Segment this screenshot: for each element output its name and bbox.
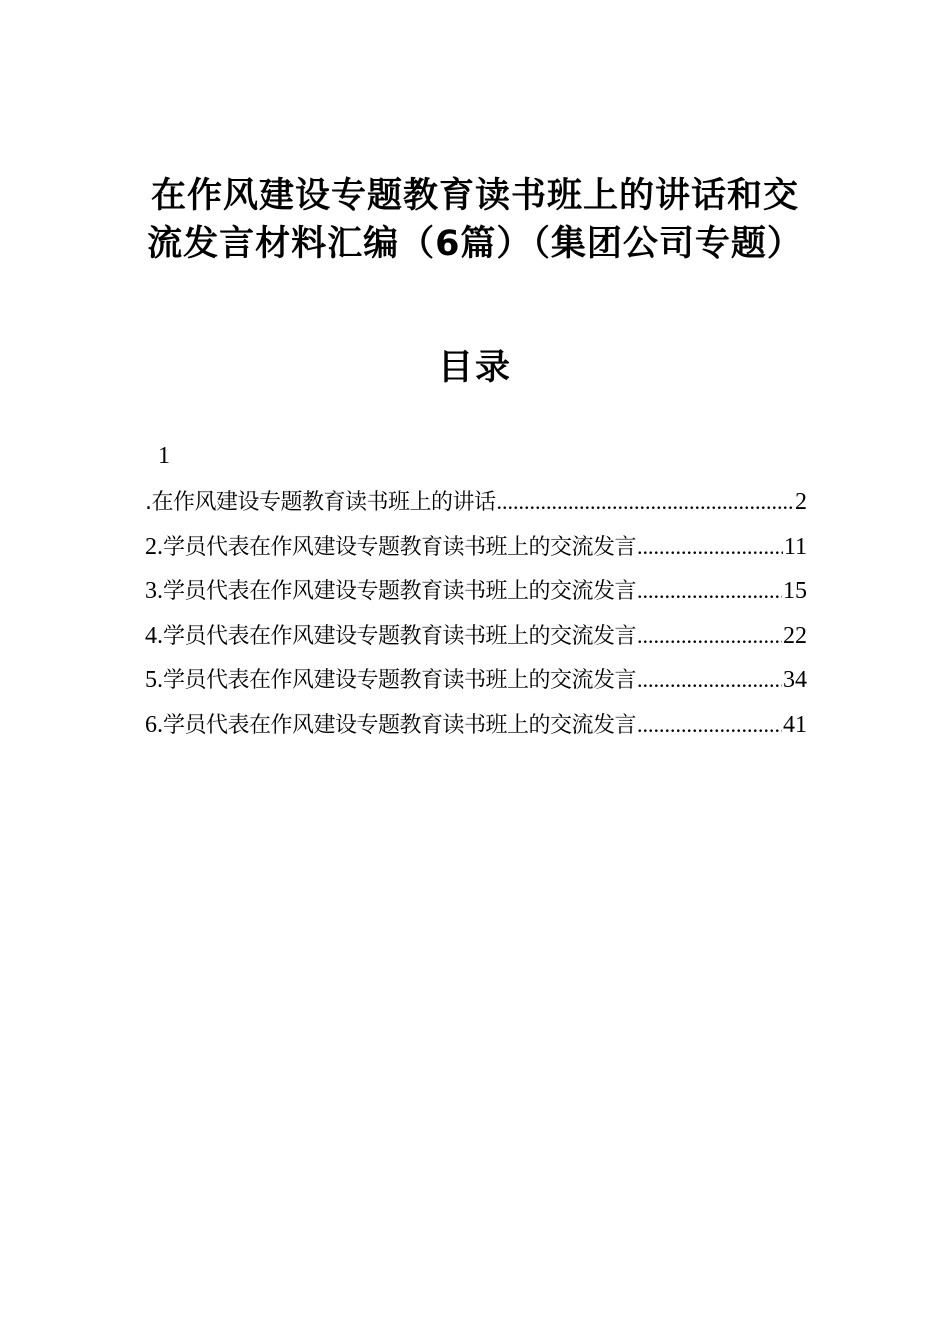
toc-entry-page-number: 11 (783, 533, 807, 560)
toc-entry-prefix: 4. (145, 622, 163, 649)
document-title-line-1: 在作风建设专题教育读书班上的讲话和交 (150, 176, 799, 216)
toc-heading: 目录 (437, 348, 512, 388)
toc-entry-prefix: 6. (145, 711, 163, 738)
toc-leader-dots (497, 480, 795, 525)
table-of-contents (145, 480, 807, 748)
toc-entry-page-number: 34 (783, 667, 807, 694)
toc-entry-prefix: 5. (145, 667, 163, 694)
toc-entry-4[interactable] (145, 614, 807, 659)
toc-entry-page-number: 15 (783, 578, 807, 605)
toc-entry-label: 学员代表在作风建设专题教育读书班上的交流发言 (163, 623, 637, 649)
toc-entry-2[interactable] (145, 525, 807, 570)
toc-entry-3[interactable] (145, 569, 807, 614)
toc-entry-page-number: 22 (783, 622, 807, 649)
toc-entry-label: 学员代表在作风建设专题教育读书班上的交流发言 (163, 534, 637, 560)
toc-entry-prefix: 2. (145, 533, 163, 560)
toc-leader-dots (637, 525, 783, 570)
toc-entry-label: 学员代表在作风建设专题教育读书班上的交流发言 (163, 668, 637, 694)
document-title-line-2: 流发言材料汇编（6篇）（集团公司专题） (147, 224, 803, 264)
toc-entry-label: 学员代表在作风建设专题教育读书班上的交流发言 (163, 579, 637, 605)
toc-leader-dots (637, 703, 782, 748)
toc-entry-label: 学员代表在作风建设专题教育读书班上的交流发言 (163, 712, 637, 738)
toc-entry-page-number: 41 (783, 711, 807, 738)
toc-entry-5[interactable] (145, 658, 807, 703)
toc-entry-page-number: 2 (795, 489, 807, 515)
toc-entry-label: .在作风建设专题教育读书班上的讲话 (145, 490, 496, 515)
toc-leader-dots (637, 658, 782, 703)
toc-stray-number: 1 (158, 443, 170, 469)
toc-entry-1[interactable] (145, 480, 807, 525)
toc-leader-dots (637, 569, 782, 614)
toc-leader-dots (637, 614, 782, 659)
toc-entry-6[interactable] (145, 703, 807, 748)
toc-entry-prefix: 3. (145, 578, 163, 605)
